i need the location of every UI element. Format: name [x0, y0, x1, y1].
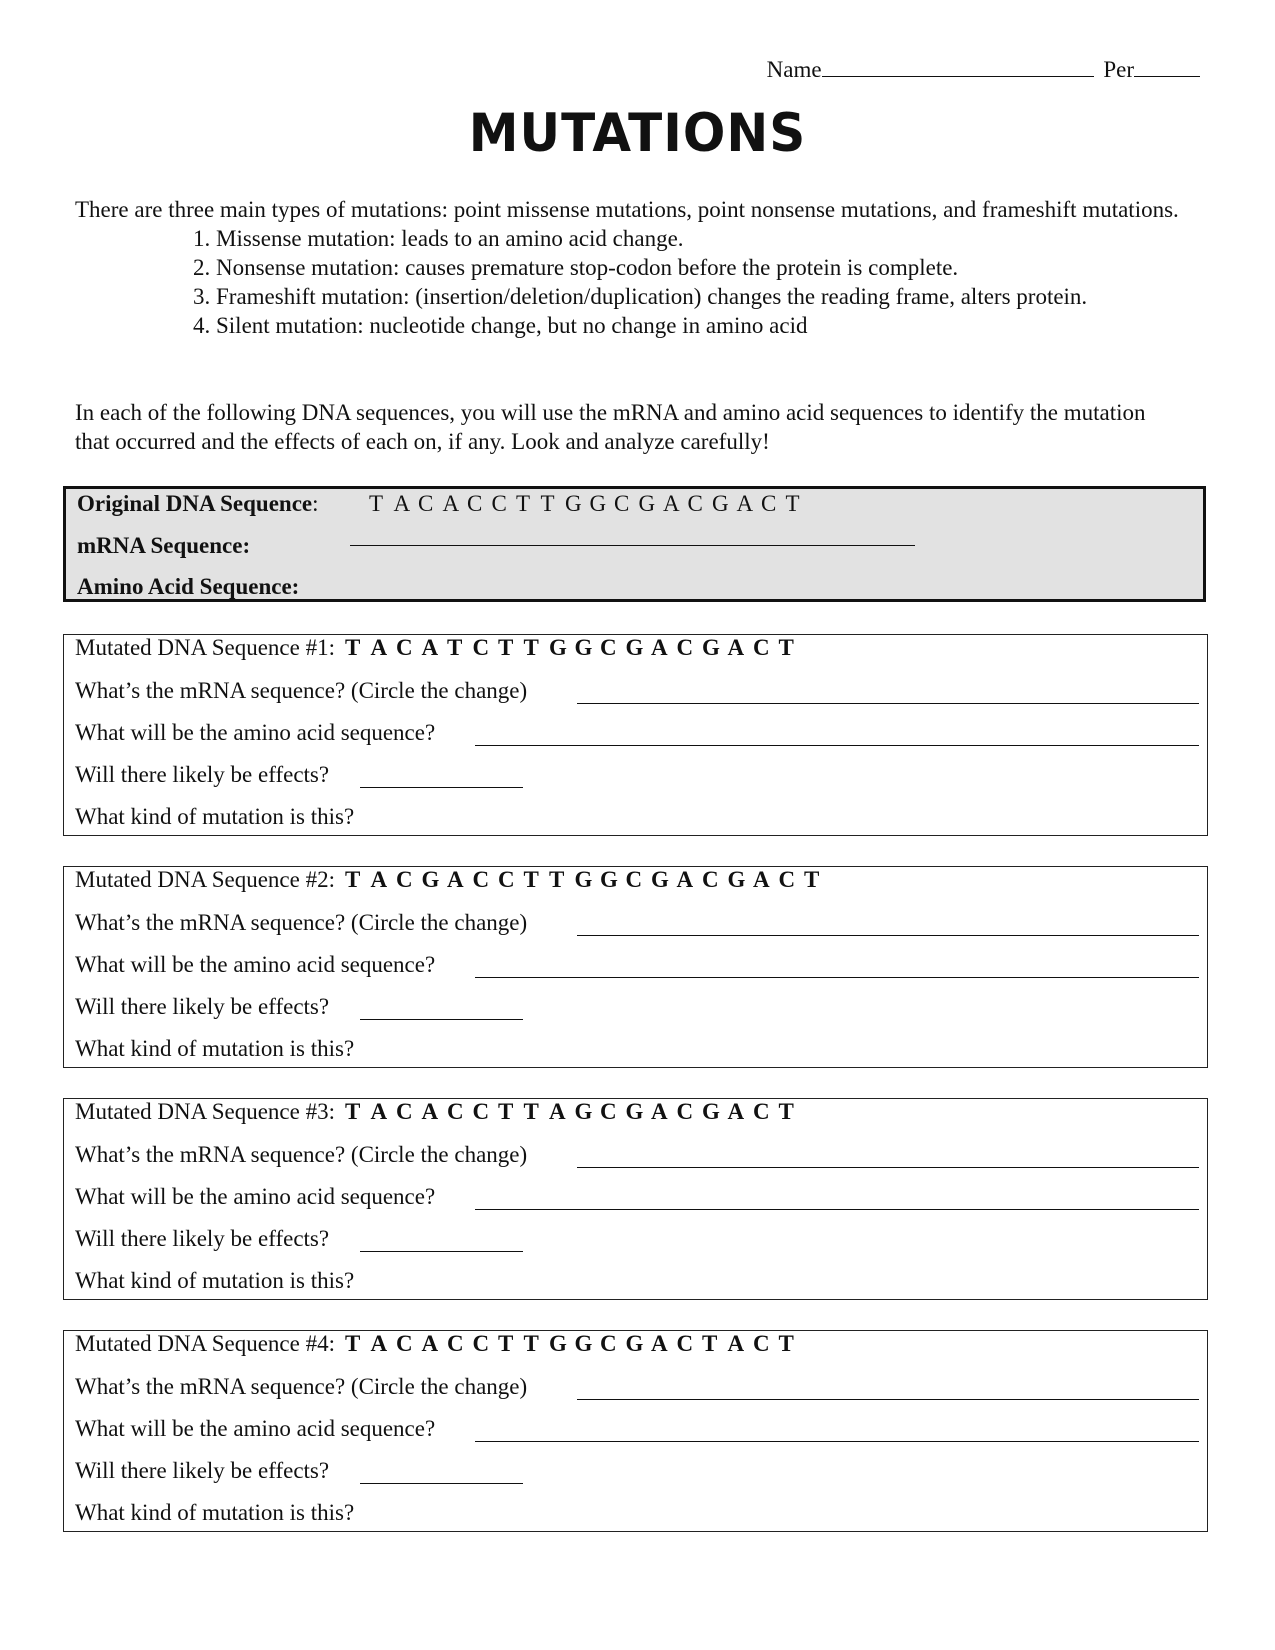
nucleotide: G — [548, 635, 567, 660]
mrna-question: What’s the mRNA sequence? (Circle the change) — [75, 678, 528, 703]
original-dna-label: Original DNA Sequence — [77, 491, 313, 516]
nucleotide: C — [778, 867, 796, 892]
kind-question: What kind of mutation is this? — [75, 1268, 355, 1293]
nucleotide: C — [472, 867, 490, 892]
nucleotide: G — [574, 1331, 593, 1356]
list-item: 1. Missense mutation: leads to an amino acid change. — [193, 226, 684, 251]
original-dna-sequence — [369, 491, 810, 517]
nucleotide: T — [523, 1099, 539, 1124]
name-blank[interactable] — [822, 56, 1094, 77]
mutated-dna-sequence — [345, 867, 830, 892]
nucleotide: T — [344, 1331, 361, 1356]
nucleotide: C — [625, 867, 643, 892]
nucleotide: T — [516, 491, 531, 516]
nucleotide: G — [574, 635, 593, 660]
mutated-dna-label: Mutated DNA Sequence #4: — [75, 1331, 335, 1356]
nucleotide: A — [663, 491, 680, 516]
effects-answer-line[interactable] — [360, 1251, 523, 1252]
amino-answer-line[interactable] — [475, 1209, 1199, 1210]
nucleotide: T — [548, 867, 565, 892]
mutated-dna-row — [75, 1099, 804, 1125]
nucleotide: T — [446, 635, 463, 660]
mrna-answer-line[interactable] — [350, 545, 915, 546]
nucleotide: T — [497, 635, 514, 660]
amino-question: What will be the amino acid sequence? — [75, 1416, 436, 1441]
mrna-answer-line[interactable] — [577, 1399, 1199, 1400]
nucleotide: C — [395, 1099, 413, 1124]
name-label: Name — [766, 57, 822, 82]
nucleotide: A — [752, 867, 770, 892]
intro-section — [75, 195, 1185, 340]
nucleotide: T — [497, 1331, 514, 1356]
period-blank[interactable] — [1134, 56, 1200, 77]
original-dna-row — [77, 491, 319, 517]
nucleotide: G — [599, 867, 618, 892]
mutated-dna-row — [75, 867, 829, 893]
nucleotide: A — [650, 635, 668, 660]
nucleotide: T — [778, 1331, 794, 1356]
nucleotide: G — [727, 867, 746, 892]
amino-question: What will be the amino acid sequence? — [75, 720, 436, 745]
nucleotide: A — [421, 1099, 439, 1124]
nucleotide: G — [548, 1331, 567, 1356]
list-item: 4. Silent mutation: nucleotide change, but no change in amino acid — [193, 313, 808, 338]
amino-answer-line[interactable] — [475, 1441, 1199, 1442]
nucleotide: T — [803, 867, 820, 892]
nucleotide: T — [497, 1099, 514, 1124]
effects-question: Will there likely be effects? — [75, 1226, 330, 1251]
nucleotide: C — [599, 635, 617, 660]
mrna-answer-line[interactable] — [577, 1167, 1199, 1168]
intro-text: There are three main types of mutations: point missense mutations, point nonsense mutations, and frameshift mutations. — [75, 197, 1179, 222]
nucleotide: C — [676, 1099, 694, 1124]
effects-answer-line[interactable] — [360, 1019, 523, 1020]
nucleotide: T — [523, 1331, 539, 1356]
list-item: 2. Nonsense mutation: causes premature stop-codon before the protein is complete. — [193, 255, 959, 280]
mrna-question: What’s the mRNA sequence? (Circle the change) — [75, 910, 528, 935]
nucleotide: G — [574, 867, 593, 892]
nucleotide: A — [548, 1099, 566, 1124]
effects-question: Will there likely be effects? — [75, 762, 330, 787]
nucleotide: C — [687, 491, 703, 516]
name-period-header — [767, 56, 1200, 83]
kind-question: What kind of mutation is this? — [75, 1500, 355, 1525]
original-sequence-box — [63, 486, 1206, 602]
nucleotide: C — [701, 867, 719, 892]
nucleotide: C — [395, 1331, 413, 1356]
mutation-box-1 — [63, 634, 1208, 836]
mutation-box-3 — [63, 1098, 1208, 1300]
nucleotide: T — [540, 491, 555, 516]
nucleotide: G — [625, 635, 644, 660]
mutated-dna-label: Mutated DNA Sequence #3: — [75, 1099, 335, 1124]
mutation-types-list — [193, 224, 1185, 340]
amino-answer-line[interactable] — [475, 977, 1199, 978]
nucleotide: A — [421, 635, 439, 660]
amino-acid-sequence-label: Amino Acid Sequence: — [77, 574, 300, 599]
instructions-text: In each of the following DNA sequences, you will use the mRNA and amino acid sequences to identify the mutation that occurred and the effects of each on, if any. Look and analyze carefully! — [75, 400, 1146, 454]
mutated-dna-label: Mutated DNA Sequence #2: — [75, 867, 335, 892]
nucleotide: G — [589, 491, 607, 516]
nucleotide: G — [701, 1099, 720, 1124]
nucleotide: T — [344, 1099, 361, 1124]
nucleotide: T — [778, 1099, 794, 1124]
mutated-dna-label: Mutated DNA Sequence #1: — [75, 635, 335, 660]
nucleotide: T — [369, 491, 384, 516]
nucleotide: C — [676, 1331, 694, 1356]
nucleotide: A — [370, 867, 388, 892]
nucleotide: A — [650, 1099, 668, 1124]
kind-question: What kind of mutation is this? — [75, 804, 355, 829]
nucleotide: G — [565, 491, 582, 516]
list-item: 3. Frameshift mutation: (insertion/deletion/duplication) changes the reading frame, alters protein. — [193, 284, 1088, 309]
mutation-box-2 — [63, 866, 1208, 1068]
nucleotide: G — [701, 635, 720, 660]
nucleotide: C — [761, 491, 777, 516]
page-title: MUTATIONS — [468, 102, 807, 164]
original-dna-colon: : — [312, 491, 319, 516]
nucleotide: T — [701, 1331, 718, 1356]
mutated-dna-sequence — [345, 635, 804, 660]
nucleotide: G — [625, 1099, 644, 1124]
nucleotide: C — [599, 1331, 617, 1356]
mutation-box-4 — [63, 1330, 1208, 1532]
nucleotide: C — [752, 635, 770, 660]
nucleotide: C — [491, 491, 507, 516]
nucleotide: C — [497, 867, 515, 892]
nucleotide: C — [472, 1331, 490, 1356]
nucleotide: T — [344, 635, 361, 660]
nucleotide: T — [344, 867, 361, 892]
mrna-sequence-label: mRNA Sequence: — [77, 533, 251, 558]
nucleotide: C — [752, 1331, 770, 1356]
nucleotide: C — [472, 1099, 490, 1124]
nucleotide: A — [676, 867, 694, 892]
mutated-dna-sequence — [345, 1331, 804, 1356]
nucleotide: T — [778, 635, 794, 660]
mrna-question: What’s the mRNA sequence? (Circle the change) — [75, 1142, 528, 1167]
mutated-dna-row — [75, 1331, 804, 1357]
nucleotide: C — [599, 1099, 617, 1124]
nucleotide: C — [676, 635, 694, 660]
amino-question: What will be the amino acid sequence? — [75, 1184, 436, 1209]
nucleotide: A — [421, 1331, 439, 1356]
effects-answer-line[interactable] — [360, 787, 523, 788]
nucleotide: T — [785, 491, 800, 516]
mrna-question: What’s the mRNA sequence? (Circle the change) — [75, 1374, 528, 1399]
nucleotide: G — [638, 491, 656, 516]
nucleotide: C — [395, 635, 413, 660]
nucleotide: A — [442, 491, 460, 516]
nucleotide: A — [393, 491, 411, 516]
effects-question: Will there likely be effects? — [75, 994, 330, 1019]
nucleotide: G — [650, 867, 669, 892]
nucleotide: G — [625, 1331, 644, 1356]
amino-answer-line[interactable] — [475, 745, 1199, 746]
period-label: Per — [1103, 57, 1134, 82]
nucleotide: A — [650, 1331, 668, 1356]
nucleotide: T — [523, 635, 539, 660]
effects-question: Will there likely be effects? — [75, 1458, 330, 1483]
nucleotide: C — [472, 635, 490, 660]
nucleotide: C — [446, 1099, 464, 1124]
nucleotide: C — [614, 491, 630, 516]
nucleotide: C — [418, 491, 434, 516]
nucleotide: C — [395, 867, 413, 892]
nucleotide: A — [727, 635, 745, 660]
mrna-answer-line[interactable] — [577, 935, 1199, 936]
amino-question: What will be the amino acid sequence? — [75, 952, 436, 977]
nucleotide: A — [370, 635, 388, 660]
nucleotide: A — [370, 1099, 388, 1124]
nucleotide: G — [574, 1099, 593, 1124]
nucleotide: A — [727, 1099, 745, 1124]
nucleotide: A — [370, 1331, 388, 1356]
kind-question: What kind of mutation is this? — [75, 1036, 355, 1061]
nucleotide: C — [446, 1331, 464, 1356]
mrna-answer-line[interactable] — [577, 703, 1199, 704]
nucleotide: A — [736, 491, 754, 516]
effects-answer-line[interactable] — [360, 1483, 523, 1484]
nucleotide: C — [467, 491, 483, 516]
nucleotide: A — [446, 867, 464, 892]
nucleotide: A — [727, 1331, 745, 1356]
nucleotide: T — [523, 867, 539, 892]
mutated-dna-sequence — [345, 1099, 804, 1124]
mutated-dna-row — [75, 635, 804, 661]
nucleotide: G — [421, 867, 440, 892]
nucleotide: C — [752, 1099, 770, 1124]
nucleotide: G — [712, 491, 729, 516]
